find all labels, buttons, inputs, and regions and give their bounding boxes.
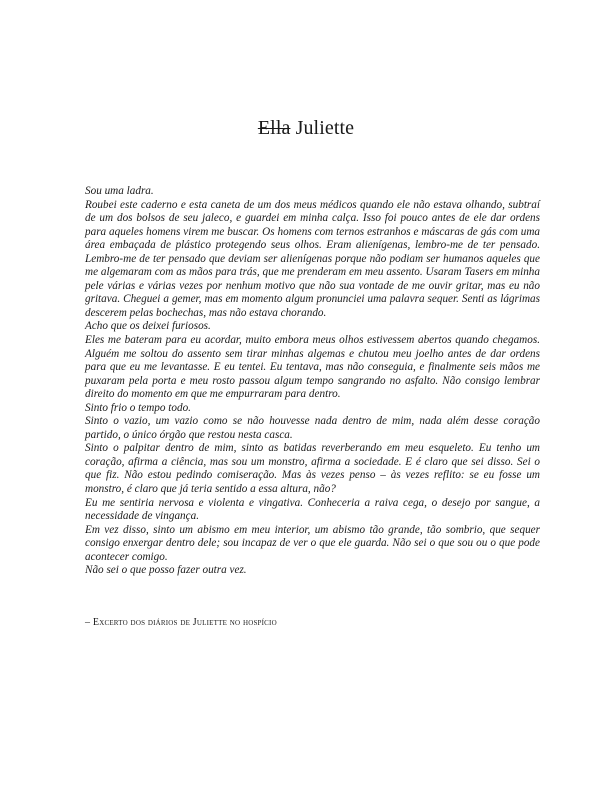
struck-title-word: Ella: [257, 117, 291, 139]
title-name: Juliette: [295, 117, 355, 139]
journal-body: [85, 185, 540, 578]
paragraph: Não sei o que posso fazer outra vez.: [85, 564, 247, 577]
attribution-line: – Excerto dos diários de Juliette no hospício: [85, 617, 277, 628]
paragraph: Acho que os deixei furiosos.: [85, 320, 211, 333]
paragraph: Roubei este caderno e esta caneta de um dos meus médicos quando ele não estava olhando, subtraí de um dos bolsos de seu jaleco, e guardei em minha calça. Isso foi pouco antes de ele dar ordens para aqueles homens virem me buscar. Os homens com ternos estranhos e máscaras de gás com uma área embaçada de plástico protegendo seus olhos. Eram alienígenas, lembro-me de ter pensado. Lembro-me de ter pensado que deviam ser alienígenas porque não podiam ser humanos aqueles que me algemaram com as mãos para trás, que me prenderam em meu assento. Usaram Tasers em minha pele várias e várias vezes por nenhum motivo que não sua vontade de me ouvir gritar, mas eu não gritava. Cheguei a gemer, mas em momento algum pronunciei uma palavra sequer. Senti as lágrimas descerem pelas bochechas, mas não estava chorando.: [85, 198, 540, 319]
paragraph: Sinto o palpitar dentro de mim, sinto as batidas reverberando em meu esqueleto. Eu tenho um coração, afirma a ciência, mas sou um monstro, afirma a sociedade. E é claro que sei disso. Sei o que fiz. Não estou pedindo comiseração. Mas às vezes penso – às vezes reflito: se eu fosse um monstro, é claro que já teria sentido a essa altura, não?: [85, 442, 540, 496]
paragraph: Sou uma ladra.: [85, 185, 154, 197]
paragraph: Eles me bateram para eu acordar, muito embora meus olhos estivessem abertos quando chegamos. Alguém me soltou do assento sem tirar minhas algemas e chutou meu joelho antes de dar ordens para que eu me levantasse. E eu tentei. Eu tentava, mas não conseguia, e finalmente seis mãos me puxaram pela porta e meu rosto passou algum tempo sangrando no asfalto. Não consigo lembrar direito do momento em que me empurraram para dentro.: [85, 334, 540, 401]
page-title: [0, 116, 612, 140]
paragraph: Sinto o vazio, um vazio como se não houvesse nada dentro de mim, nada além desse coração partido, o único órgão que restou nesta casca.: [85, 415, 540, 441]
paragraph: Sinto frio o tempo todo.: [85, 401, 191, 414]
paragraph: Em vez disso, sinto um abismo em meu interior, um abismo tão grande, tão sombrio, que sequer consigo enxergar dentro dele; sou incapaz de ver o que ele guarda. Não sei o que sou ou o que pode acontecer comigo.: [85, 523, 540, 563]
paragraph: Eu me sentiria nervosa e violenta e vingativa. Conheceria a raiva cega, o desejo por sangue, a necessidade de vingança.: [85, 496, 540, 523]
